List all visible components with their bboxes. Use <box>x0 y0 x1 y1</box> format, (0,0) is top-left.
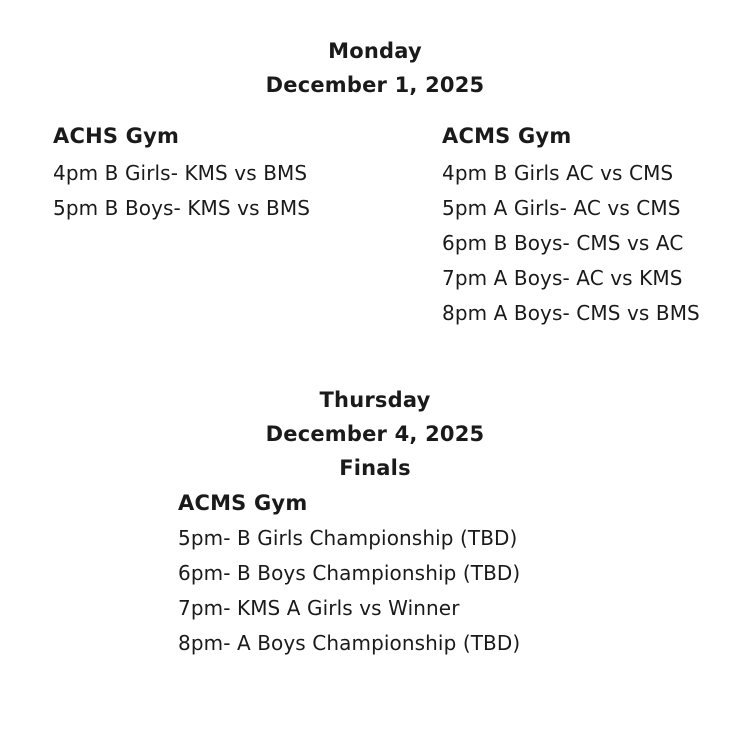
section-subtitle: Finals <box>339 456 411 480</box>
venue-name: ACMS Gym <box>442 124 572 148</box>
day-title: Thursday <box>319 388 431 412</box>
game-item: 5pm A Girls- AC vs CMS <box>442 196 681 220</box>
venue-name: ACHS Gym <box>53 124 180 148</box>
venue-column-finals <box>0 485 750 661</box>
game-item: 4pm B Girls AC vs CMS <box>442 161 674 185</box>
schedule-section-thursday <box>0 383 750 661</box>
game-item: 8pm- A Boys Championship (TBD) <box>178 631 521 655</box>
day-title: Monday <box>328 39 422 63</box>
game-item: 5pm- B Girls Championship (TBD) <box>178 526 518 550</box>
venue-columns <box>0 118 750 331</box>
section-header-thursday <box>0 383 750 485</box>
venue-column-achs <box>0 118 370 331</box>
game-item: 7pm A Boys- AC vs KMS <box>442 266 683 290</box>
game-item: 6pm- B Boys Championship (TBD) <box>178 561 521 585</box>
schedule-section-monday <box>0 0 750 331</box>
date-title: December 4, 2025 <box>265 422 485 446</box>
game-item: 4pm B Girls- KMS vs BMS <box>53 161 308 185</box>
date-title: December 1, 2025 <box>265 73 485 97</box>
game-item: 7pm- KMS A Girls vs Winner <box>178 596 460 620</box>
game-item: 6pm B Boys- CMS vs AC <box>442 231 684 255</box>
section-header-monday <box>0 0 750 102</box>
venue-name: ACMS Gym <box>178 491 308 515</box>
game-item: 5pm B Boys- KMS vs BMS <box>53 196 311 220</box>
venue-column-acms <box>370 118 750 331</box>
game-item: 8pm A Boys- CMS vs BMS <box>442 301 700 325</box>
